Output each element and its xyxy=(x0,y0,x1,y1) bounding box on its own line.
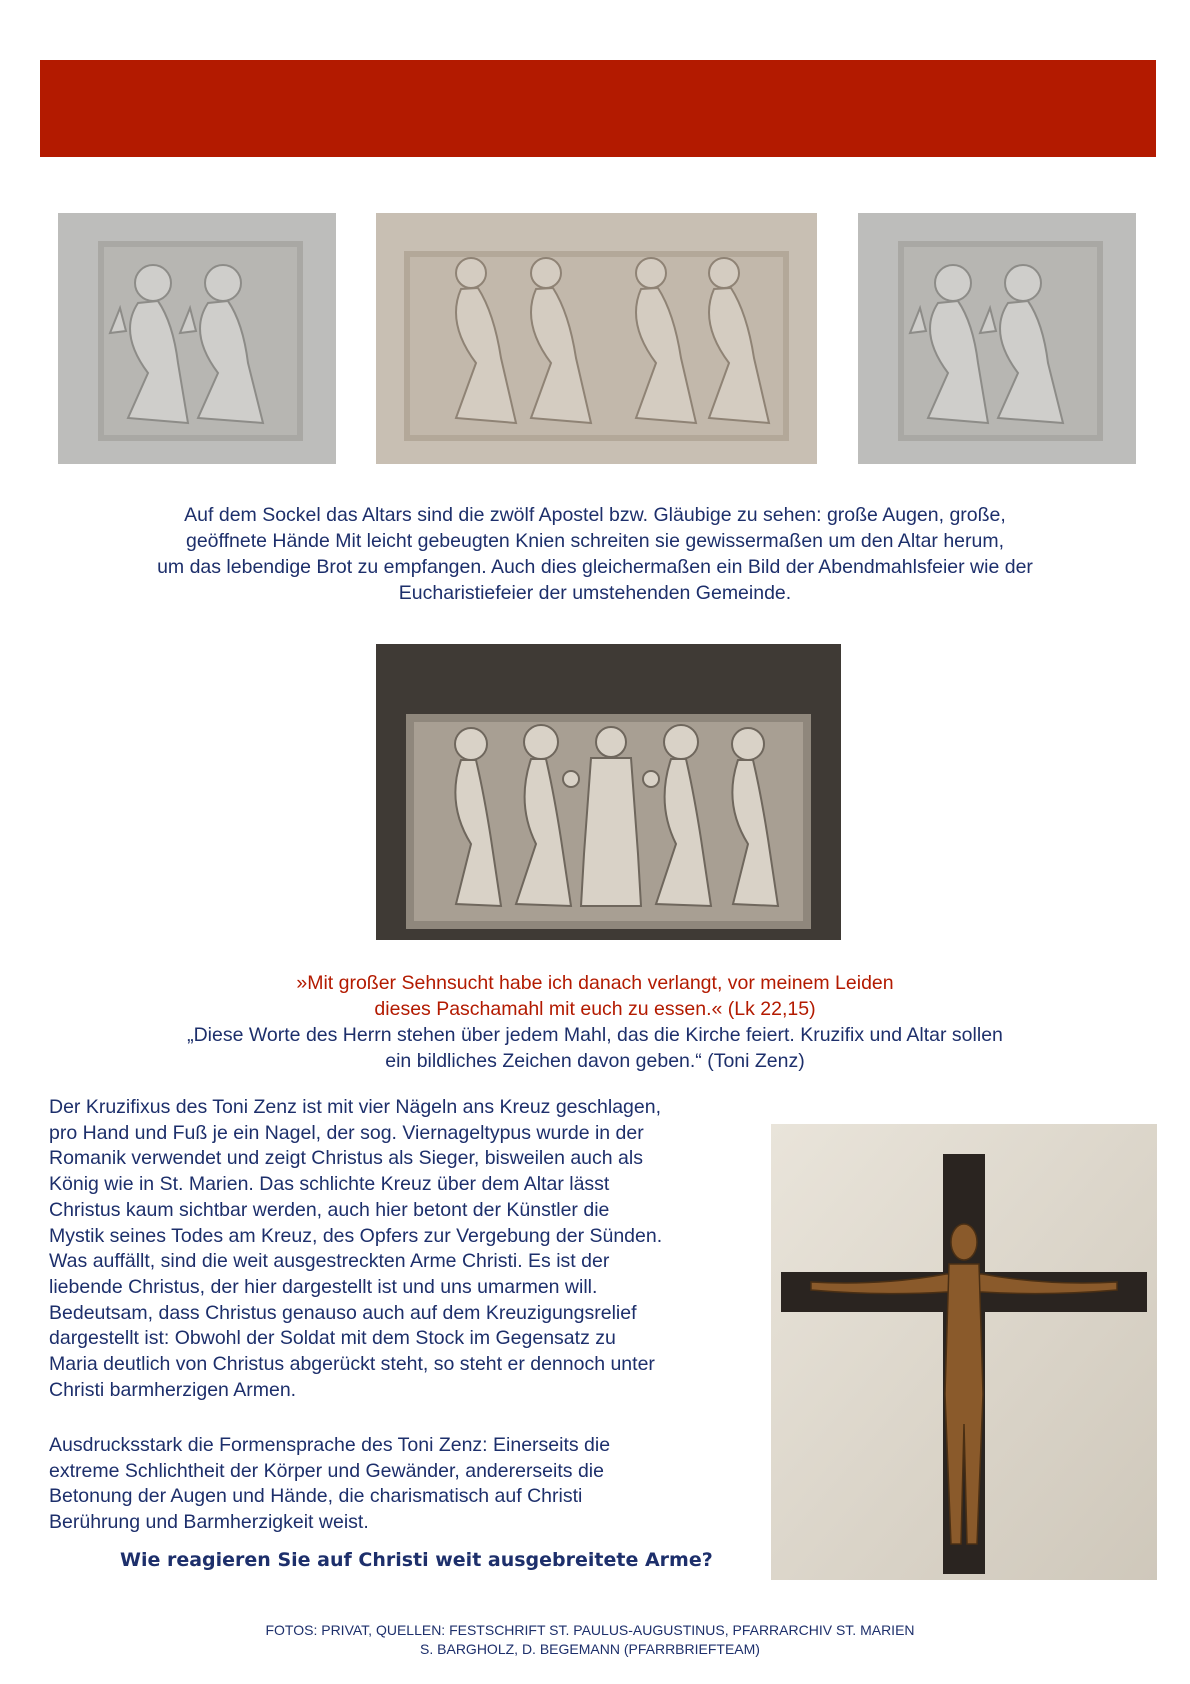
body-line: pro Hand und Fuß je ein Nagel, der sog. Viernageltypus wurde in der xyxy=(49,1121,644,1144)
credits-line: FOTOS: PRIVAT, QUELLEN: FESTSCHRIFT ST. PAULUS-AUGUSTINUS, PFARRARCHIV ST. MARIEN xyxy=(265,1622,915,1638)
relief-two-kneeling-figures-icon xyxy=(858,213,1136,464)
scripture-quote xyxy=(70,970,1120,1074)
body-line: Mystik seines Todes am Kreuz, des Opfers zur Vergebung der Sünden. xyxy=(49,1224,663,1247)
crucifix-photo xyxy=(771,1124,1157,1580)
relief-four-walking-figures-icon xyxy=(376,213,817,464)
apostles-relief-center-photo xyxy=(376,213,817,464)
relief-five-figures-with-bread-icon xyxy=(376,644,841,940)
body-line: liebende Christus, der hier dargestellt ist und uns umarmen will. xyxy=(49,1275,598,1298)
photo-credits xyxy=(100,1621,1080,1659)
caption-line: geöffnete Hände Mit leicht gebeugten Knien schreiten sie gewissermaßen um den Altar herum, xyxy=(185,530,1005,552)
crucifix-paragraph xyxy=(49,1095,769,1403)
body-line: Betonung der Augen und Hände, die charismatisch auf Christi xyxy=(49,1485,583,1508)
bronze-crucifix-on-plaster-wall-icon xyxy=(771,1124,1157,1580)
apostles-relief-right-photo xyxy=(858,213,1136,464)
body-line: Berührung und Barmherzigkeit weist. xyxy=(49,1511,369,1534)
scripture-line: dieses Paschamahl mit euch zu essen.« (Lk 22,15) xyxy=(374,998,816,1020)
apostles-relief-left-photo xyxy=(58,213,336,464)
body-line: Der Kruzifixus des Toni Zenz ist mit vier Nägeln ans Kreuz geschlagen, xyxy=(49,1096,662,1118)
body-line: Maria deutlich von Christus abgerückt steht, so steht er dennoch unter xyxy=(49,1353,655,1376)
reflection-question: Wie reagieren Sie auf Christi weit ausgebreitete Arme? xyxy=(120,1549,713,1571)
altar-caption xyxy=(70,502,1120,606)
body-line: extreme Schlichtheit der Körper und Gewänder, andererseits die xyxy=(49,1459,604,1482)
body-line: Ausdrucksstark die Formensprache des Toni Zenz: Einerseits die xyxy=(49,1434,611,1456)
header-banner xyxy=(40,60,1156,157)
body-line: dargestellt ist: Obwohl der Soldat mit dem Stock im Gegensatz zu xyxy=(49,1327,616,1350)
body-line: Christi barmherzigen Armen. xyxy=(49,1378,297,1401)
caption-line: um das lebendige Brot zu empfangen. Auch dies gleichermaßen ein Bild der Abendmahlsfeier wie der xyxy=(157,556,1033,578)
last-supper-relief-photo xyxy=(376,644,841,940)
artist-quote-line: „Diese Worte des Herrn stehen über jedem Mahl, das die Kirche feiert. Kruzifix und Altar sollen xyxy=(187,1024,1003,1046)
credits-line: S. BARGHOLZ, D. BEGEMANN (PFARRBRIEFTEAM) xyxy=(420,1641,760,1657)
style-paragraph xyxy=(49,1433,769,1536)
body-line: Bedeutsam, dass Christus genauso auch auf dem Kreuzigungsrelief xyxy=(49,1301,637,1324)
body-line: Was auffällt, sind die weit ausgestreckten Arme Christi. Es ist der xyxy=(49,1250,610,1273)
relief-two-kneeling-figures-icon xyxy=(58,213,336,464)
body-line: Romanik verwendet und zeigt Christus als Sieger, bisweilen auch als xyxy=(49,1147,643,1170)
body-line: Christus kaum sichtbar werden, auch hier betont der Künstler die xyxy=(49,1198,610,1221)
artist-quote-line: ein bildliches Zeichen davon geben.“ (Toni Zenz) xyxy=(385,1050,805,1072)
caption-line: Auf dem Sockel das Altars sind die zwölf Apostel bzw. Gläubige zu sehen: große Augen, große, xyxy=(184,504,1006,526)
body-line: König wie in St. Marien. Das schlichte Kreuz über dem Altar lässt xyxy=(49,1173,610,1196)
scripture-line: »Mit großer Sehnsucht habe ich danach verlangt, vor meinem Leiden xyxy=(296,972,894,994)
caption-line: Eucharistiefeier der umstehenden Gemeinde. xyxy=(398,582,792,604)
